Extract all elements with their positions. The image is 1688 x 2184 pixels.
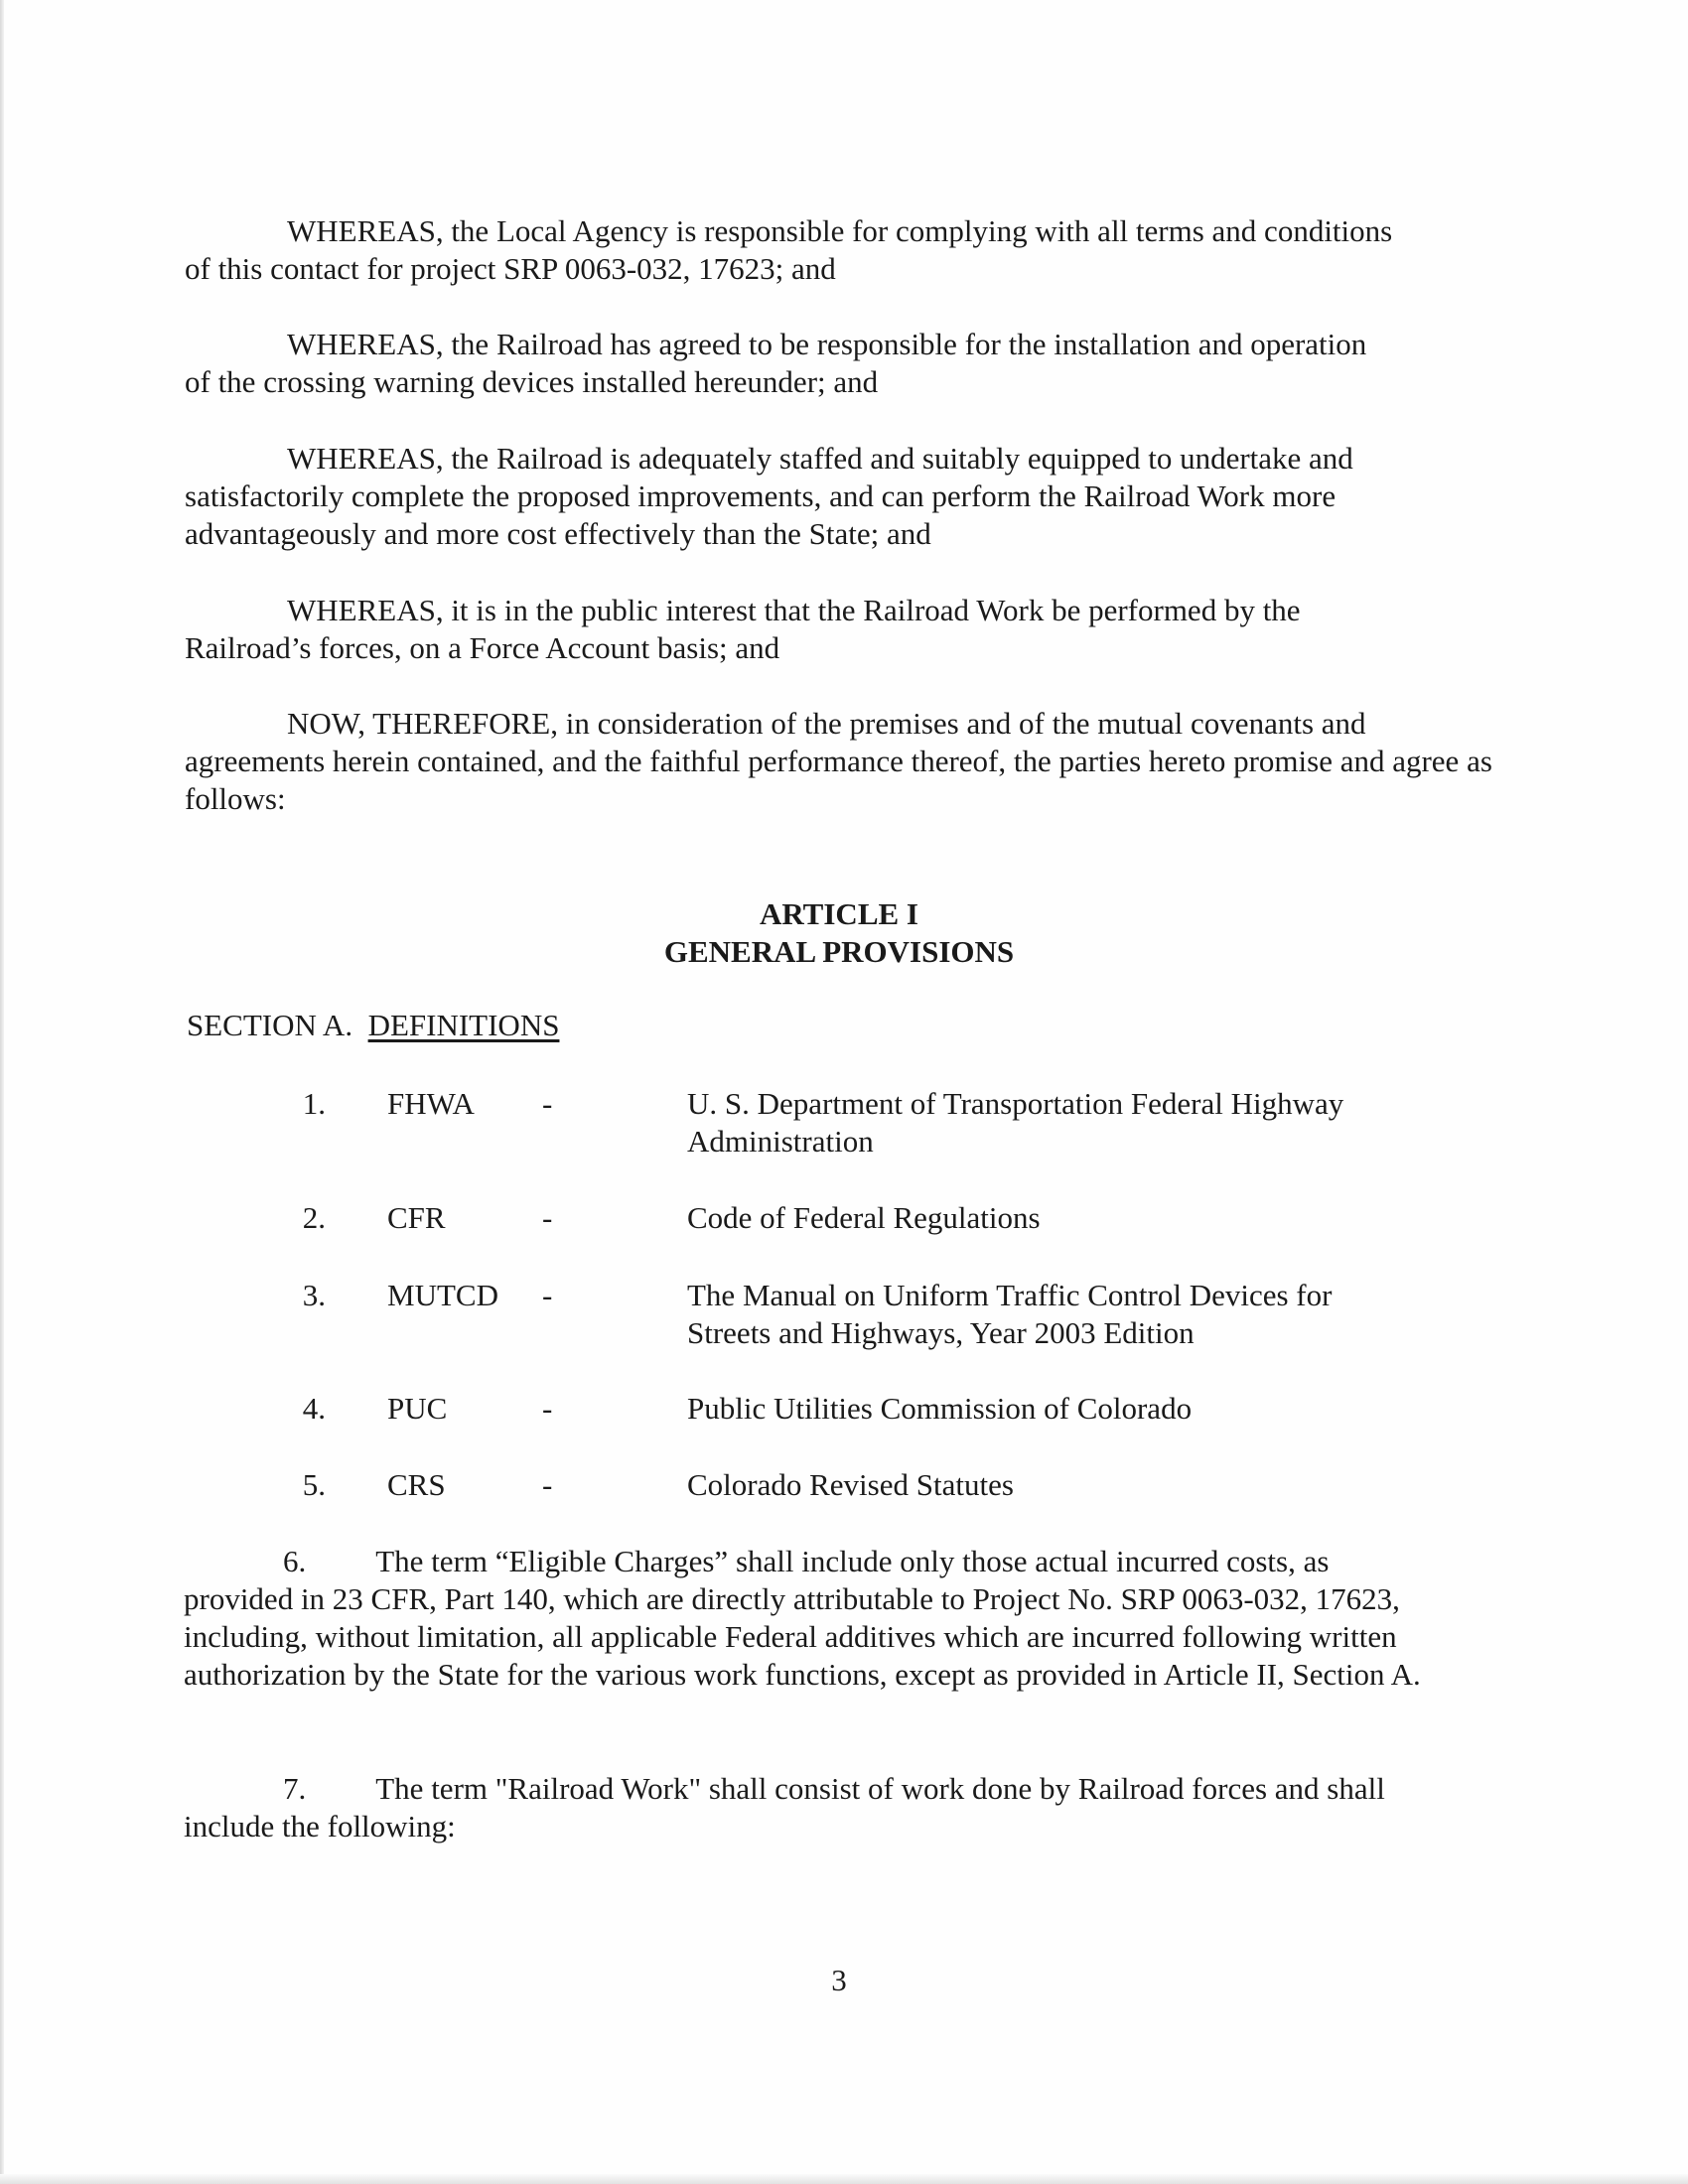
definition-number: 3. — [302, 1278, 326, 1312]
now-therefore-paragraph — [185, 705, 1495, 818]
definition-dash: - — [542, 1467, 553, 1502]
whereas-railroad-staffed-paragraph — [185, 440, 1495, 553]
paragraph-continuation: Railroad’s forces, on a Force Account basis; and — [185, 630, 780, 665]
definition-dash: - — [542, 1086, 553, 1121]
paragraph-first-line: WHEREAS, the Railroad has agreed to be responsible for the installation and operation — [287, 327, 1367, 361]
definition-number: 2. — [302, 1200, 326, 1235]
eligible-charges-paragraph — [184, 1543, 1494, 1694]
definition-abbreviation: CRS — [387, 1467, 446, 1502]
definition-abbreviation: PUC — [387, 1391, 448, 1426]
definition-item-fhwa — [286, 1085, 1477, 1164]
definition-dash: - — [542, 1278, 553, 1312]
definition-dash: - — [542, 1391, 553, 1426]
definition-abbreviation: MUTCD — [387, 1278, 498, 1312]
item-first-line-text: The term “Eligible Charges” shall include only those actual incurred costs, as — [375, 1544, 1330, 1578]
definition-item-crs — [286, 1466, 1477, 1506]
item-number: 7. — [283, 1771, 307, 1806]
paragraph-first-line: NOW, THEREFORE, in consideration of the premises and of the mutual covenants and — [287, 706, 1366, 741]
paragraph-continuation: satisfactorily complete the proposed improvements, and can perform the Railroad Work more advantageously and more cost effectively than the State; and — [185, 478, 1336, 551]
paragraph-first-line: WHEREAS, the Railroad is adequately staffed and suitably equipped to undertake and — [287, 441, 1353, 476]
section-label: SECTION A. — [187, 1008, 353, 1042]
scan-edge-left — [0, 0, 4, 2184]
paragraph-first-line — [184, 1543, 1494, 1580]
article-subtitle: GENERAL PROVISIONS — [663, 934, 1015, 969]
definition-description: The Manual on Uniform Traffic Control Devices for Streets and Highways, Year 2003 Edition — [687, 1278, 1333, 1350]
whereas-local-agency-paragraph — [185, 212, 1495, 288]
definition-number: 1. — [302, 1086, 326, 1121]
definition-number: 5. — [302, 1467, 326, 1502]
scan-edge-bottom — [0, 2174, 1688, 2184]
paragraph-continuation: provided in 23 CFR, Part 140, which are directly attributable to Project No. SRP 0063-032, 17623, including, without limitation, all applicable Federal additives which are incurred following written authorization by the State for the various work functions, except as provided in Article II, Section A. — [184, 1581, 1421, 1692]
definition-abbreviation: FHWA — [387, 1086, 475, 1121]
definition-item-cfr — [286, 1199, 1477, 1239]
paragraph-continuation: of the crossing warning devices installed hereunder; and — [185, 364, 879, 399]
paragraph-first-line: WHEREAS, it is in the public interest that the Railroad Work be performed by the — [287, 593, 1301, 627]
definition-description: Code of Federal Regulations — [687, 1200, 1041, 1235]
paragraph-continuation: agreements herein contained, and the faithful performance thereof, the parties hereto promise and agree as follows: — [185, 744, 1492, 816]
definition-number: 4. — [302, 1391, 326, 1426]
paragraph-first-line — [184, 1770, 1494, 1808]
item-first-line-text: The term "Railroad Work" shall consist of work done by Railroad forces and shall — [375, 1771, 1385, 1806]
definition-description: Public Utilities Commission of Colorado — [687, 1391, 1193, 1426]
section-a-heading — [187, 1007, 559, 1044]
definition-dash: - — [542, 1200, 553, 1235]
definition-abbreviation: CFR — [387, 1200, 446, 1235]
article-title: ARTICLE I — [760, 896, 918, 931]
paragraph-first-line: WHEREAS, the Local Agency is responsible for complying with all terms and conditions — [287, 213, 1393, 248]
item-number: 6. — [283, 1544, 307, 1578]
paragraph-continuation: include the following: — [184, 1809, 456, 1843]
section-title: DEFINITIONS — [367, 1008, 560, 1042]
whereas-public-interest-paragraph — [185, 592, 1495, 667]
railroad-work-paragraph — [184, 1770, 1494, 1845]
paragraph-continuation: of this contact for project SRP 0063-032, 17623; and — [185, 251, 836, 286]
definition-description: U. S. Department of Transportation Federal Highway Administration — [687, 1086, 1344, 1159]
definition-item-mutcd — [286, 1277, 1477, 1356]
whereas-railroad-responsible-paragraph — [185, 326, 1495, 401]
page-number: 3 — [831, 1963, 847, 1997]
definition-description: Colorado Revised Statutes — [687, 1467, 1014, 1502]
definition-item-puc — [286, 1390, 1477, 1430]
